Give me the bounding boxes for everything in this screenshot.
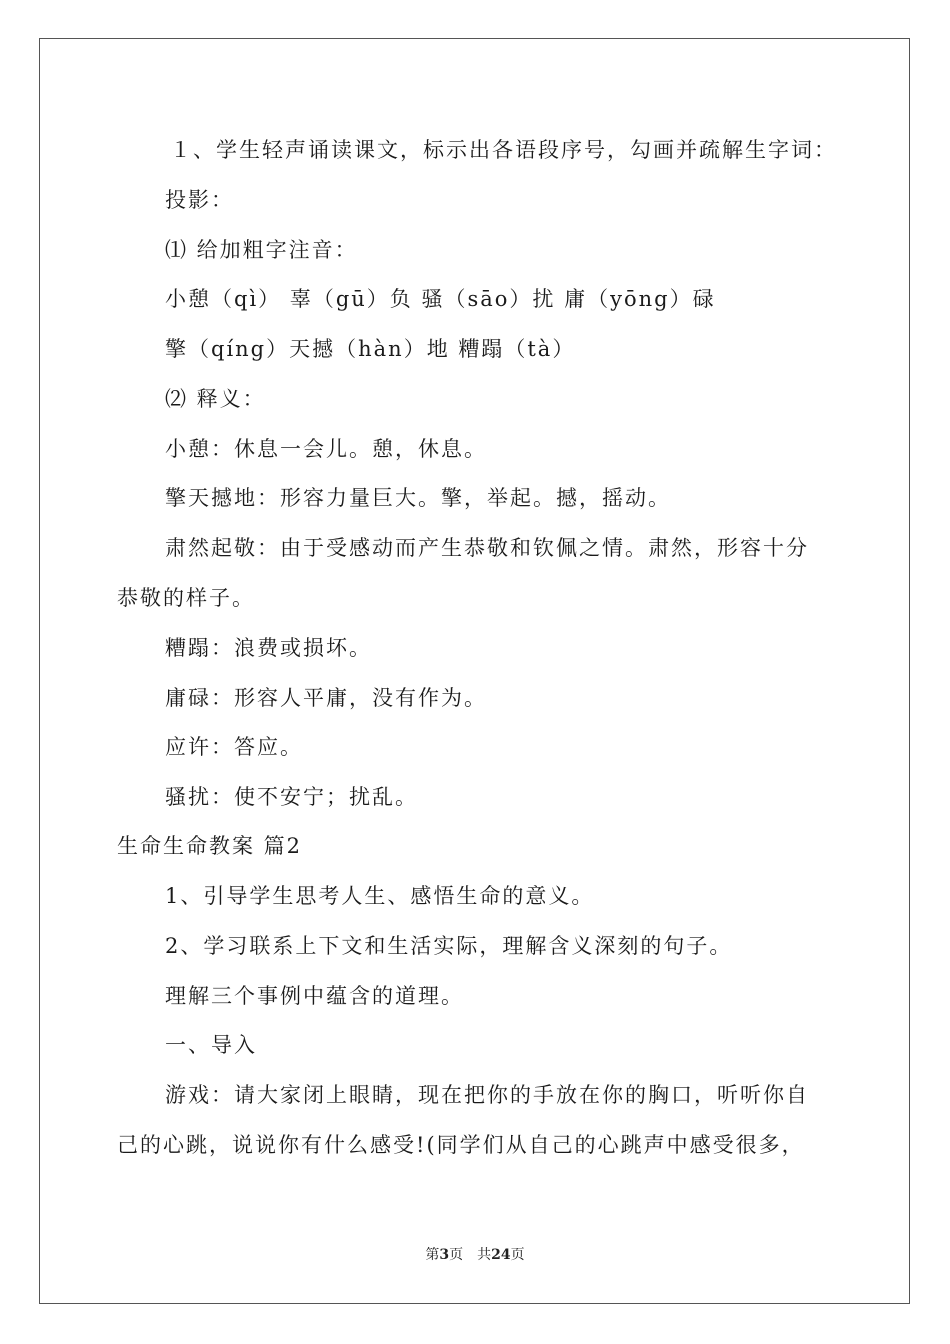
text-line: 庸碌：形容人平庸，没有作为。 xyxy=(165,686,487,710)
text-line: ⑵ 释义： xyxy=(165,387,266,411)
page-footer xyxy=(0,1246,950,1264)
text-line: 骚扰：使不安宁；扰乱。 xyxy=(165,785,418,809)
page-border xyxy=(39,38,910,1304)
text-line: 小憩：休息一会儿。憩，休息。 xyxy=(165,437,487,461)
text-line: 1、引导学生思考人生、感悟生命的意义。 xyxy=(165,884,595,908)
footer-total-prefix: 共 xyxy=(477,1247,492,1263)
text-line: 小憩（qì） 辜（gū）负 骚（sāo）扰 庸（yōng）碌 xyxy=(165,287,716,311)
footer-page-suffix: 页 xyxy=(449,1247,464,1263)
text-line: 投影： xyxy=(165,188,234,212)
text-line: 2、学习联系上下文和生活实际，理解含义深刻的句子。 xyxy=(165,934,733,958)
text-line: 游戏：请大家闭上眼睛，现在把你的手放在你的胸口，听听你自 xyxy=(165,1083,809,1107)
footer-page-total: 24 xyxy=(491,1247,511,1263)
text-line: 应许：答应。 xyxy=(165,735,303,759)
text-line: 恭敬的样子。 xyxy=(117,586,255,610)
footer-page-current: 3 xyxy=(439,1247,450,1263)
text-line: 肃然起敬：由于受感动而产生恭敬和钦佩之情。肃然，形容十分 xyxy=(165,536,809,560)
text-line: ⑴ 给加粗字注音： xyxy=(165,238,358,262)
text-line: 己的心跳，说说你有什么感受!(同学们从自己的心跳声中感受很多， xyxy=(117,1133,805,1157)
text-line: 擎天撼地：形容力量巨大。擎，举起。撼，摇动。 xyxy=(165,486,671,510)
footer-page-prefix: 第 xyxy=(425,1247,440,1263)
text-line: １、学生轻声诵读课文，标示出各语段序号，勾画并疏解生字词： xyxy=(170,138,837,162)
text-line: 擎（qíng）天撼（hàn）地 糟蹋（tà） xyxy=(165,337,576,361)
footer-total-suffix: 页 xyxy=(510,1247,525,1263)
text-line: 糟蹋：浪费或损坏。 xyxy=(165,636,372,660)
text-line: 理解三个事例中蕴含的道理。 xyxy=(165,984,464,1008)
section-heading: 生命生命教案 篇2 xyxy=(117,834,303,858)
text-line: 一、导入 xyxy=(165,1033,257,1057)
